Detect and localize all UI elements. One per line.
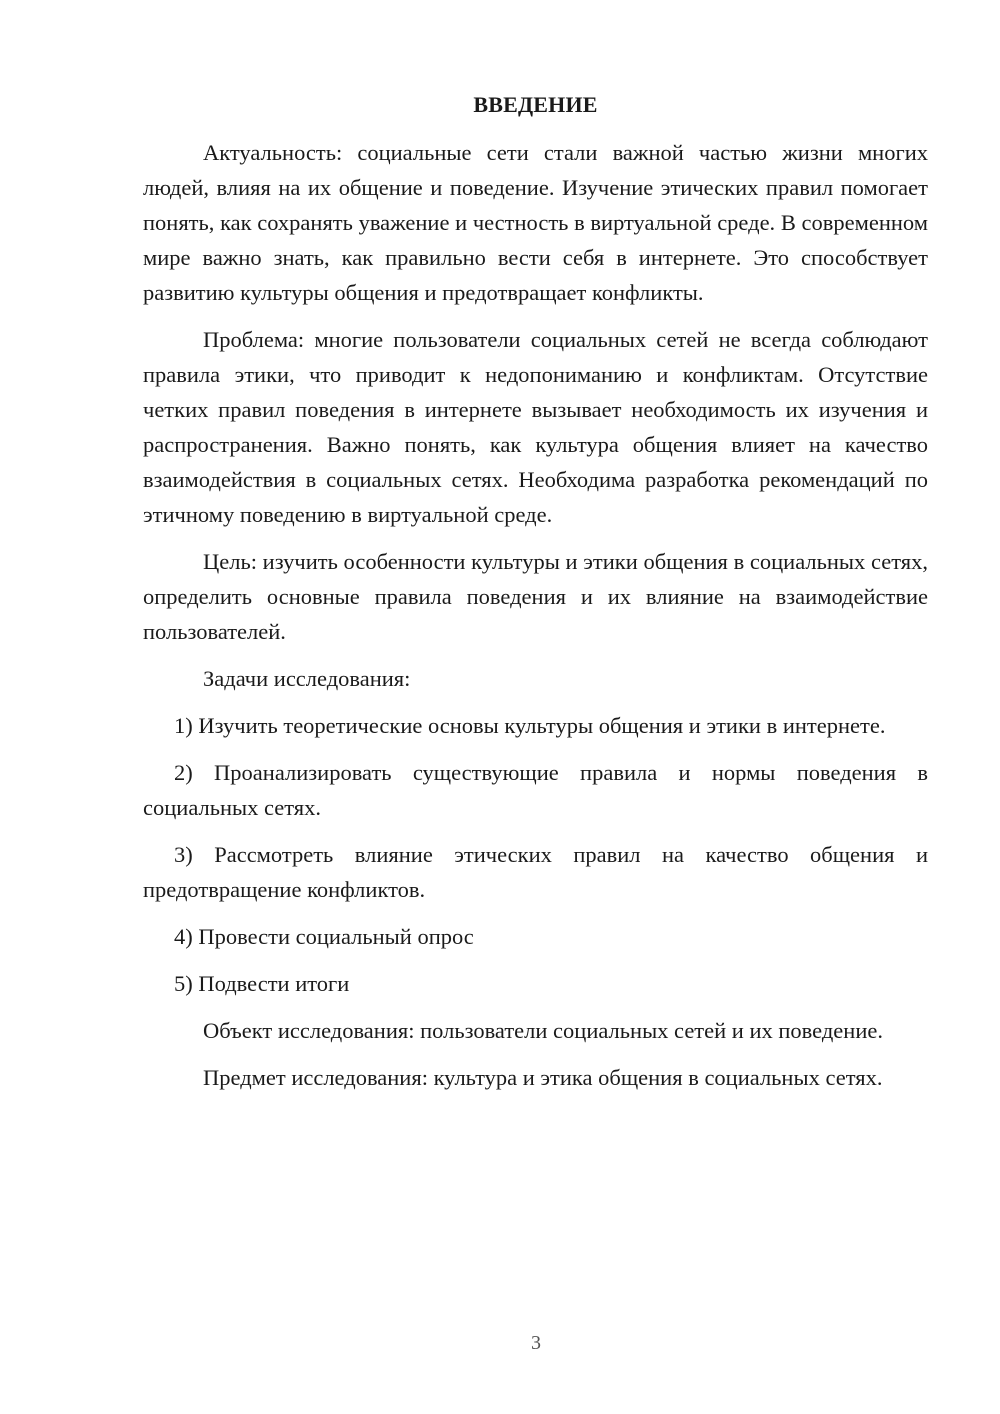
paragraph-goal: Цель: изучить особенности культуры и этики общения в социальных сетях, определить основные правила поведения и их влияние на взаимодействие пользователей. [143, 549, 928, 644]
paragraph-subject: Предмет исследования: культура и этика общения в социальных сетях. [203, 1065, 883, 1090]
task-item-2: 2) Проанализировать существующие правила и нормы поведения в социальных сетях. [143, 760, 928, 820]
task-item-3: 3) Рассмотреть влияние этических правил на качество общения и предотвращение конфликтов. [143, 842, 928, 902]
paragraph-relevance: Актуальность: социальные сети стали важной частью жизни многих людей, влияя на их общение и поведение. Изучение этических правил помогает понять, как сохранять уважение и честность в виртуальной среде. В современном мире важно знать, как правильно вести себя в интернете. Это способствует развитию культуры общения и предотвращает конфликты. [143, 140, 928, 305]
paragraph-problem: Проблема: многие пользователи социальных сетей не всегда соблюдают правила этики, что приводит к недопониманию и конфликтам. Отсутствие четких правил поведения в интернете вызывает необходимость их изучения и распространения. Важно понять, как культура общения влияет на качество взаимодействия в социальных сетях. Необходима разработка рекомендаций по этичному поведению в виртуальной среде. [143, 327, 928, 527]
page-number: 3 [531, 1332, 541, 1354]
paragraph-tasks-heading: Задачи исследования: [203, 666, 411, 691]
document-page [143, 92, 928, 1107]
task-item-1: 1) Изучить теоретические основы культуры общения и этики в интернете. [174, 713, 886, 738]
task-item-5: 5) Подвести итоги [174, 971, 350, 996]
task-item-4: 4) Провести социальный опрос [174, 924, 474, 949]
section-title: ВВЕДЕНИЕ [473, 92, 598, 117]
paragraph-object: Объект исследования: пользователи социальных сетей и их поведение. [203, 1018, 883, 1043]
